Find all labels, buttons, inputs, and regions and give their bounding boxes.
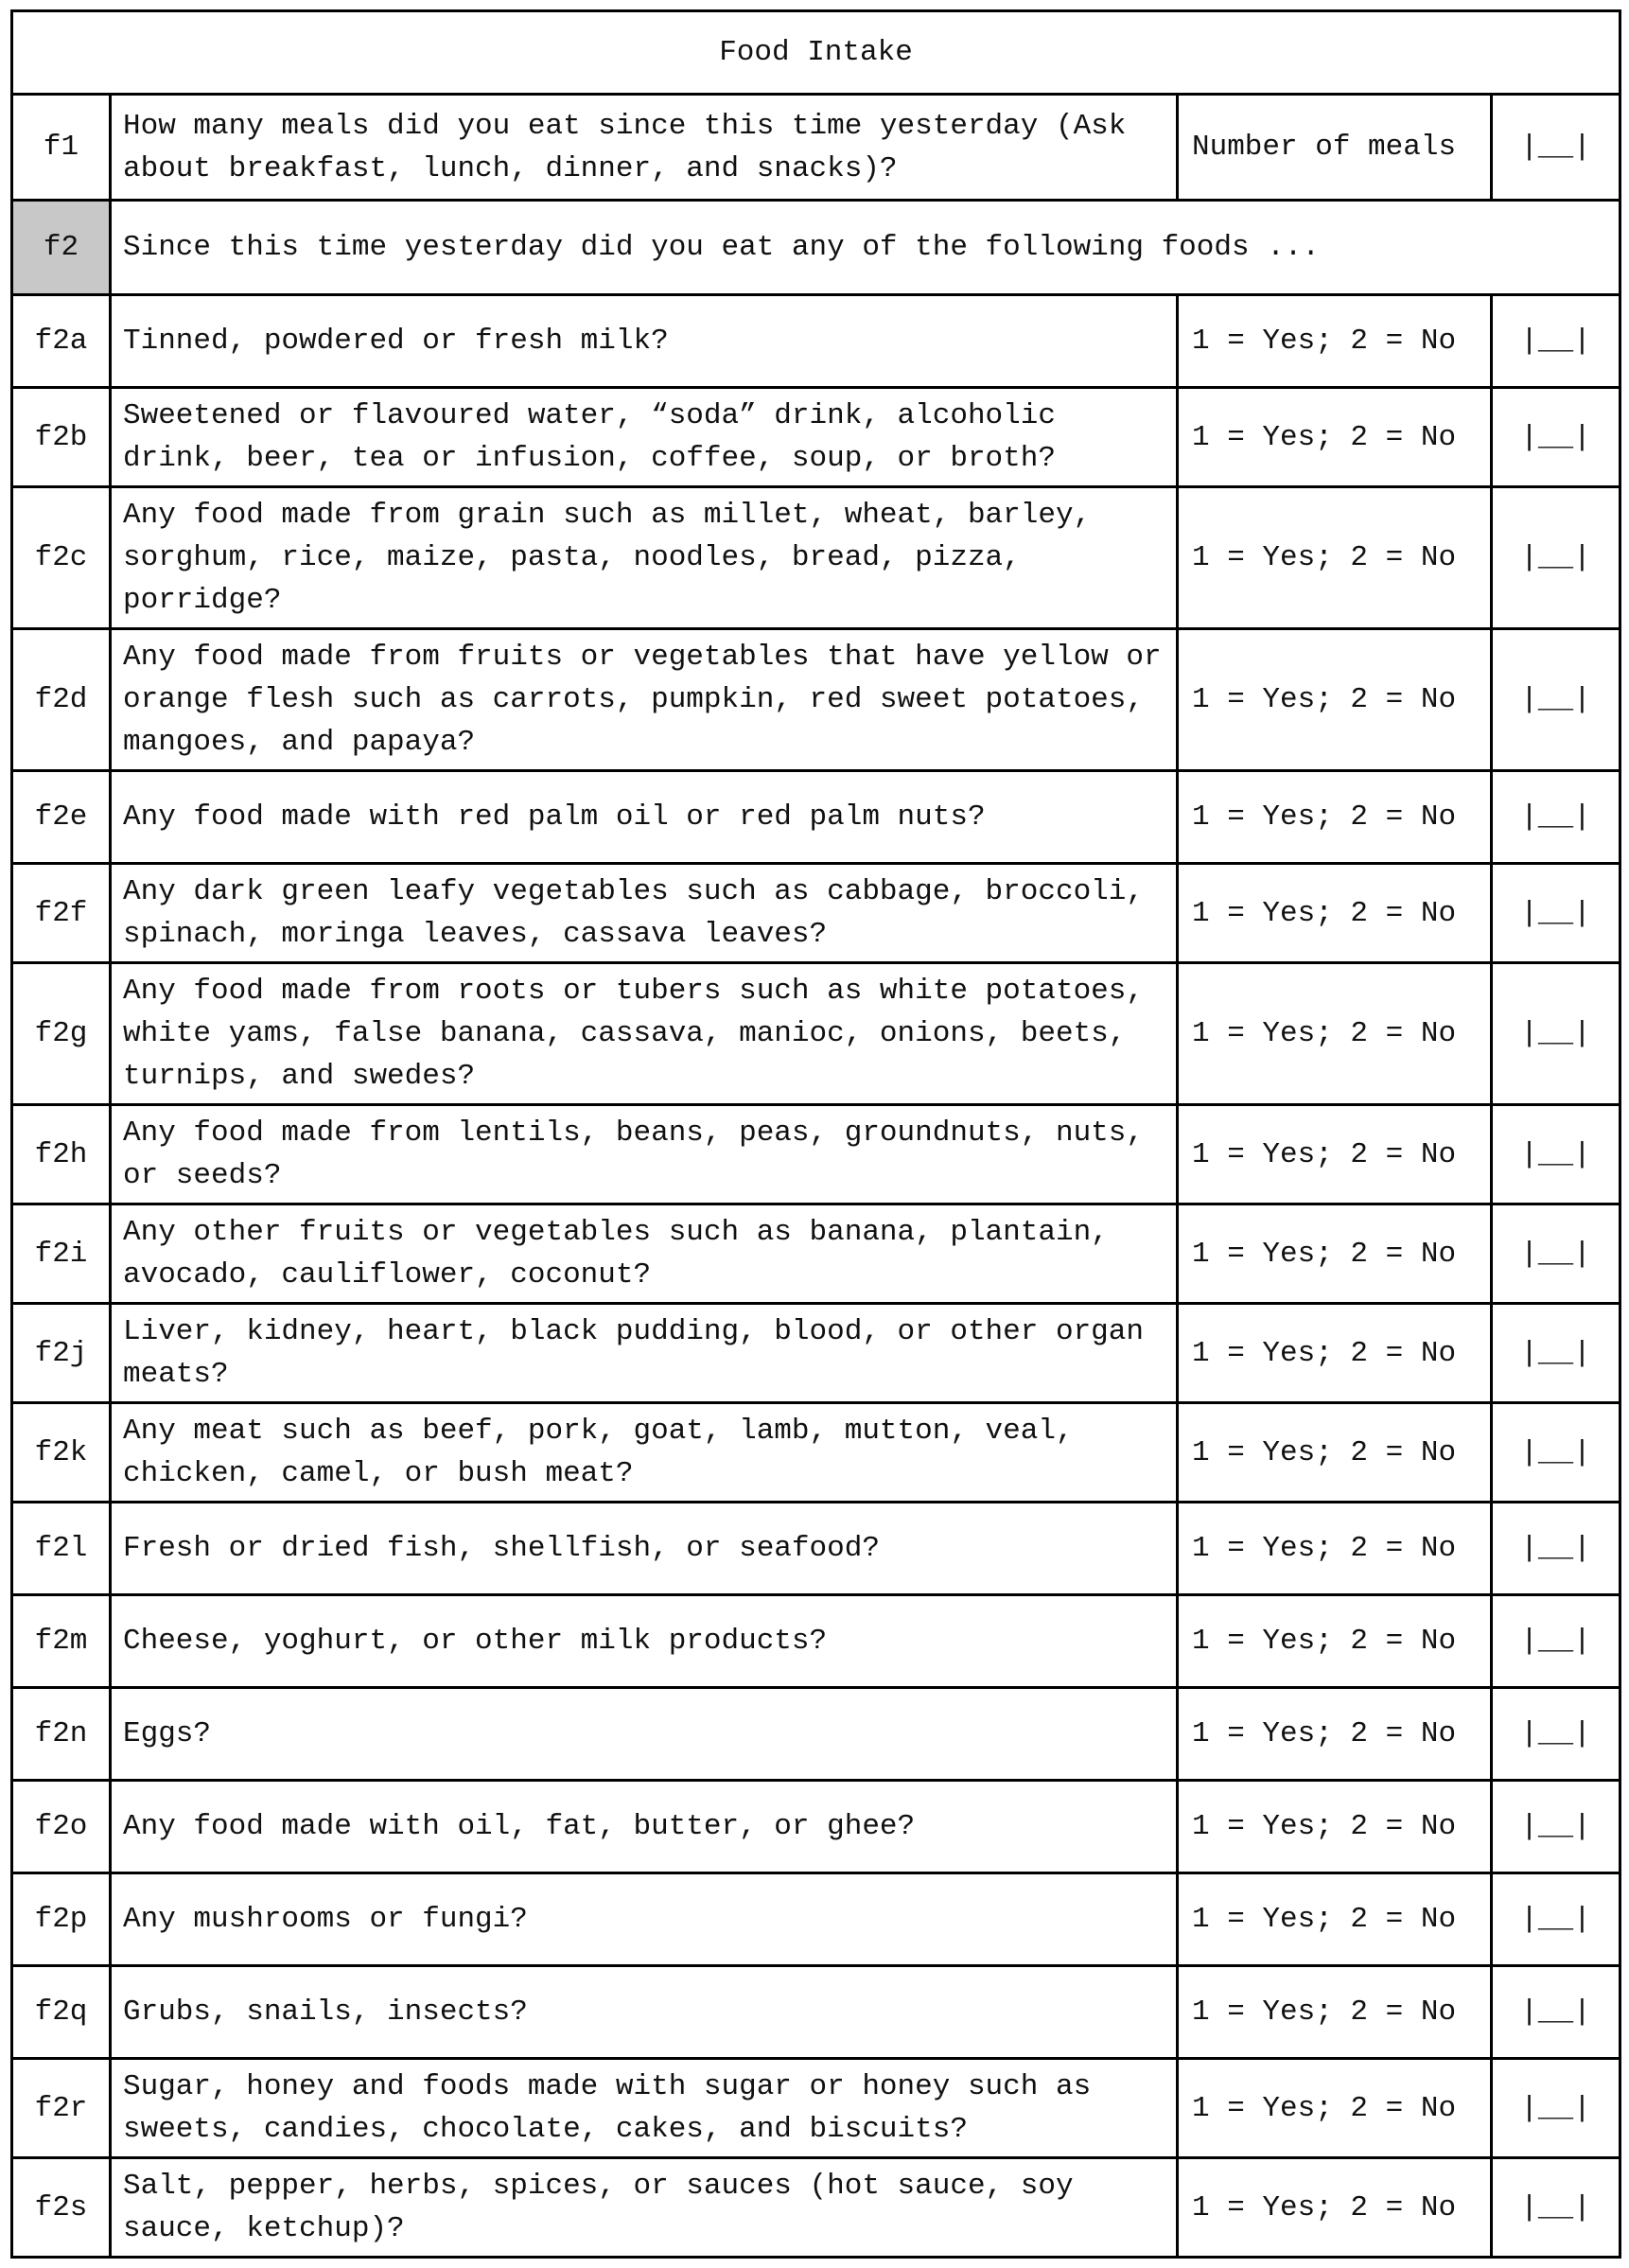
section-header-row	[12, 201, 1620, 295]
entry-box: |__|	[1492, 2158, 1620, 2258]
entry-box: |__|	[1492, 963, 1620, 1105]
entry-box: |__|	[1492, 1688, 1620, 1781]
row-id-cell: f2i	[12, 1204, 111, 1304]
response-codes: 1 = Yes; 2 = No	[1178, 1781, 1492, 1873]
response-codes: 1 = Yes; 2 = No	[1178, 1204, 1492, 1304]
question-text: Any mushrooms or fungi?	[111, 1873, 1178, 1966]
table-row	[12, 864, 1620, 963]
entry-box: |__|	[1492, 295, 1620, 388]
response-codes: 1 = Yes; 2 = No	[1178, 1503, 1492, 1595]
response-codes: 1 = Yes; 2 = No	[1178, 1304, 1492, 1403]
question-text: Liver, kidney, heart, black pudding, blood, or other organ meats?	[111, 1304, 1178, 1403]
response-codes: 1 = Yes; 2 = No	[1178, 1595, 1492, 1688]
entry-box: |__|	[1492, 1503, 1620, 1595]
row-id-cell: f2e	[12, 771, 111, 864]
table-row	[12, 1403, 1620, 1503]
row-id-cell: f2r	[12, 2059, 111, 2158]
entry-box: |__|	[1492, 487, 1620, 629]
row-id-cell: f2f	[12, 864, 111, 963]
table-row	[12, 963, 1620, 1105]
entry-box: |__|	[1492, 1204, 1620, 1304]
question-text: Any food made from roots or tubers such as white potatoes, white yams, false banana, cassava, manioc, onions, beets, turnips, and swedes?	[111, 963, 1178, 1105]
row-id-cell: f2k	[12, 1403, 111, 1503]
response-codes: 1 = Yes; 2 = No	[1178, 1966, 1492, 2059]
question-text: Any food made with red palm oil or red palm nuts?	[111, 771, 1178, 864]
table-row	[12, 2059, 1620, 2158]
response-codes: 1 = Yes; 2 = No	[1178, 1873, 1492, 1966]
question-text: Any meat such as beef, pork, goat, lamb, mutton, veal, chicken, camel, or bush meat?	[111, 1403, 1178, 1503]
question-text: Sweetened or flavoured water, “soda” drink, alcoholic drink, beer, tea or infusion, coffee, soup, or broth?	[111, 388, 1178, 487]
entry-box: |__|	[1492, 388, 1620, 487]
entry-box: |__|	[1492, 771, 1620, 864]
question-text: Any food made from lentils, beans, peas, groundnuts, nuts, or seeds?	[111, 1105, 1178, 1204]
table-row	[12, 1595, 1620, 1688]
form-title: Food Intake	[12, 11, 1620, 95]
question-text: Grubs, snails, insects?	[111, 1966, 1178, 2059]
response-codes: 1 = Yes; 2 = No	[1178, 963, 1492, 1105]
entry-box: |__|	[1492, 2059, 1620, 2158]
table-row	[12, 1966, 1620, 2059]
row-id-cell: f2c	[12, 487, 111, 629]
question-text: Any food made with oil, fat, butter, or ghee?	[111, 1781, 1178, 1873]
table-row	[12, 95, 1620, 201]
row-id-cell: f2l	[12, 1503, 111, 1595]
question-text: Tinned, powdered or fresh milk?	[111, 295, 1178, 388]
question-text: Cheese, yoghurt, or other milk products?	[111, 1595, 1178, 1688]
table-row	[12, 771, 1620, 864]
response-label: Number of meals	[1178, 95, 1492, 201]
response-codes: 1 = Yes; 2 = No	[1178, 295, 1492, 388]
response-codes: 1 = Yes; 2 = No	[1178, 2059, 1492, 2158]
entry-box: |__|	[1492, 629, 1620, 771]
row-id-cell: f2n	[12, 1688, 111, 1781]
row-id-cell: f2d	[12, 629, 111, 771]
entry-box: |__|	[1492, 864, 1620, 963]
response-codes: 1 = Yes; 2 = No	[1178, 487, 1492, 629]
row-id-cell: f2s	[12, 2158, 111, 2258]
table-row	[12, 2158, 1620, 2258]
row-id-cell: f2j	[12, 1304, 111, 1403]
response-codes: 1 = Yes; 2 = No	[1178, 1105, 1492, 1204]
response-codes: 1 = Yes; 2 = No	[1178, 1688, 1492, 1781]
row-id-cell: f2b	[12, 388, 111, 487]
entry-box: |__|	[1492, 1966, 1620, 2059]
row-id-cell: f2o	[12, 1781, 111, 1873]
question-text: Any dark green leafy vegetables such as cabbage, broccoli, spinach, moringa leaves, cassava leaves?	[111, 864, 1178, 963]
entry-box: |__|	[1492, 1105, 1620, 1204]
table-row	[12, 1105, 1620, 1204]
response-codes: 1 = Yes; 2 = No	[1178, 1403, 1492, 1503]
entry-box: |__|	[1492, 1873, 1620, 1966]
question-text: Any food made from grain such as millet, wheat, barley, sorghum, rice, maize, pasta, noodles, bread, pizza, porridge?	[111, 487, 1178, 629]
question-text: How many meals did you eat since this time yesterday (Ask about breakfast, lunch, dinner, and snacks)?	[111, 95, 1178, 201]
question-text: Any other fruits or vegetables such as banana, plantain, avocado, cauliflower, coconut?	[111, 1204, 1178, 1304]
response-codes: 1 = Yes; 2 = No	[1178, 771, 1492, 864]
table-row	[12, 1781, 1620, 1873]
response-codes: 1 = Yes; 2 = No	[1178, 864, 1492, 963]
table-row	[12, 1873, 1620, 1966]
food-intake-table	[10, 9, 1621, 2259]
row-id-cell: f2a	[12, 295, 111, 388]
entry-box: |__|	[1492, 95, 1620, 201]
table-row	[12, 1204, 1620, 1304]
table-row	[12, 487, 1620, 629]
section-header-text: Since this time yesterday did you eat any of the following foods ...	[111, 201, 1620, 295]
row-id-cell: f2m	[12, 1595, 111, 1688]
table-row	[12, 295, 1620, 388]
response-codes: 1 = Yes; 2 = No	[1178, 629, 1492, 771]
entry-box: |__|	[1492, 1304, 1620, 1403]
row-id-cell: f2p	[12, 1873, 111, 1966]
question-text: Salt, pepper, herbs, spices, or sauces (hot sauce, soy sauce, ketchup)?	[111, 2158, 1178, 2258]
entry-box: |__|	[1492, 1403, 1620, 1503]
response-codes: 1 = Yes; 2 = No	[1178, 388, 1492, 487]
entry-box: |__|	[1492, 1595, 1620, 1688]
row-id-cell: f2h	[12, 1105, 111, 1204]
question-text: Eggs?	[111, 1688, 1178, 1781]
row-id-cell: f1	[12, 95, 111, 201]
row-id-cell: f2g	[12, 963, 111, 1105]
table-row	[12, 1688, 1620, 1781]
question-text: Any food made from fruits or vegetables that have yellow or orange flesh such as carrots, pumpkin, red sweet potatoes, mangoes, and papaya?	[111, 629, 1178, 771]
table-row	[12, 1503, 1620, 1595]
table-row	[12, 388, 1620, 487]
row-id-cell: f2q	[12, 1966, 111, 2059]
table-row	[12, 629, 1620, 771]
table-header-row	[12, 11, 1620, 95]
row-id-cell: f2	[12, 201, 111, 295]
question-text: Sugar, honey and foods made with sugar or honey such as sweets, candies, chocolate, cakes, and biscuits?	[111, 2059, 1178, 2158]
entry-box: |__|	[1492, 1781, 1620, 1873]
question-text: Fresh or dried fish, shellfish, or seafood?	[111, 1503, 1178, 1595]
table-row	[12, 1304, 1620, 1403]
response-codes: 1 = Yes; 2 = No	[1178, 2158, 1492, 2258]
